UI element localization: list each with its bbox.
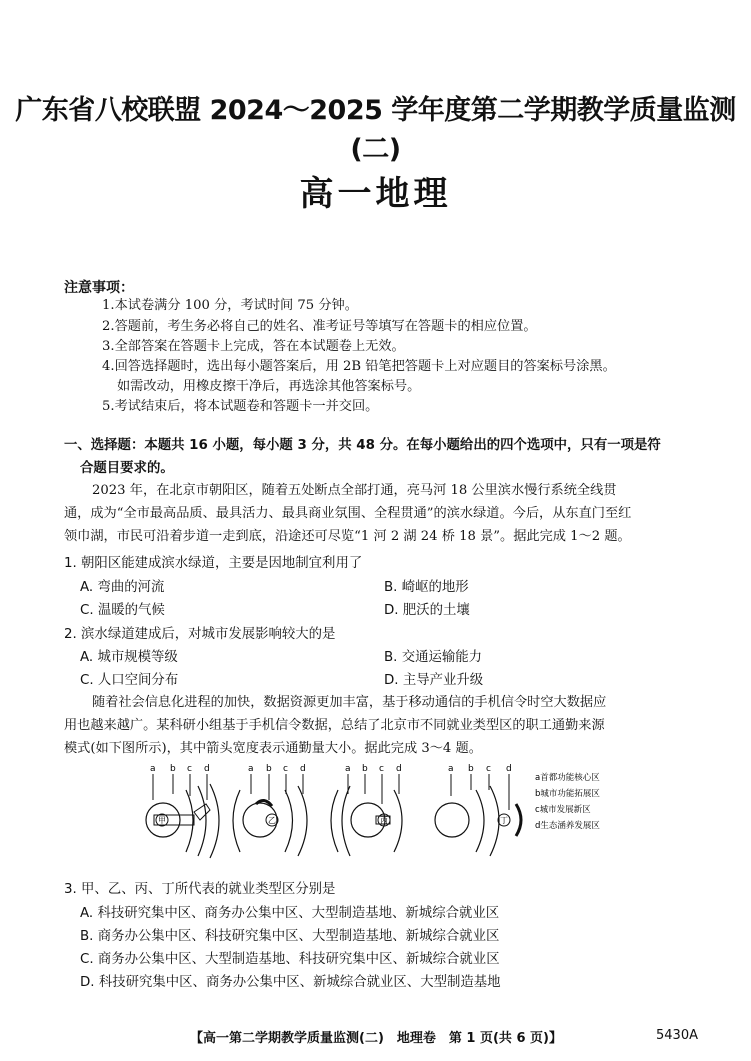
question-2-stem: 2. 滨水绿道建成后，对城市发展影响较大的是: [64, 627, 336, 642]
label-d: d: [300, 764, 306, 774]
page-title: 广东省八校联盟 2024～2025 学年度第二学期教学质量监测(二): [15, 95, 736, 165]
question-3-option-d: D. 科技研究集中区、商务办公集中区、新城综合就业区、大型制造基地: [80, 975, 501, 990]
question-2-option-b: B. 交通运输能力: [384, 650, 483, 665]
panel-label-yi: 乙: [268, 816, 276, 825]
paper-code: 5430A: [656, 1028, 698, 1043]
question-3-option-b: B. 商务办公集中区、科技研究集中区、大型制造基地、新城综合就业区: [80, 929, 500, 944]
question-2-option-c: C. 人口空间分布: [80, 673, 179, 688]
question-1-stem: 1. 朝阳区能建成滨水绿道，主要是因地制宜利用了: [64, 556, 363, 571]
subject-title: 高一地理: [299, 174, 452, 214]
panel-label-bing: 丙: [380, 816, 388, 825]
panel-jia: [146, 764, 219, 858]
panel-ding: [435, 764, 521, 856]
question-1-option-c: C. 温暖的气候: [80, 603, 165, 618]
label-a: a: [345, 764, 351, 774]
legend-item: b城市功能拓展区: [535, 789, 600, 799]
passage-line: 用也越来越广。某科研小组基于手机信令数据，总结了北京市不同就业类型区的职工通勤来源: [64, 718, 605, 733]
label-b: b: [266, 764, 272, 774]
label-a: a: [150, 764, 156, 774]
figure-legend: [535, 772, 600, 831]
label-d: d: [506, 764, 512, 774]
notice-heading: 注意事项：: [64, 280, 134, 296]
panel-bing: [331, 764, 402, 856]
question-2-option-a: A. 城市规模等级: [80, 650, 178, 665]
page-footer: 【高一第二学期教学质量监测(二) 地理卷 第 1 页(共 6 页)】: [190, 1031, 562, 1046]
question-1-option-b: B. 崎岖的地形: [384, 580, 469, 595]
notice-item: 4.回答选择题时，选出每小题答案后，用 2B 铅笔把答题卡上对应题目的答案标号涂黑。: [102, 359, 616, 374]
question-2-option-d: D. 主导产业升级: [384, 673, 484, 688]
question-3-stem: 3. 甲、乙、丙、丁所代表的就业类型区分别是: [64, 882, 336, 897]
label-a: a: [448, 764, 454, 774]
passage-line: 通，成为“全市最高品质、最具活力、最具商业氛围、全程贯通”的滨水绿道。今后，从东直门至红: [64, 506, 632, 521]
label-c: c: [283, 764, 288, 774]
label-d: d: [204, 764, 210, 774]
label-d: d: [396, 764, 402, 774]
question-3-option-a: A. 科技研究集中区、商务办公集中区、大型制造基地、新城综合就业区: [80, 906, 500, 921]
passage-line: 模式(如下图所示)，其中箭头宽度表示通勤量大小。据此完成 3～4 题。: [64, 741, 482, 756]
passage-line: 2023 年，在北京市朝阳区，随着五处断点全部打通，亮马河 18 公里滨水慢行系统全线贯: [92, 483, 617, 498]
notice-item: 1.本试卷满分 100 分，考试时间 75 分钟。: [102, 298, 358, 313]
label-c: c: [379, 764, 384, 774]
legend-item: d生态涵养发展区: [535, 821, 600, 831]
passage-line: 领巾湖，市民可沿着步道一走到底，沿途还可尽览“1 河 2 湖 24 桥 18 景”。据此完成 1～2 题。: [64, 529, 631, 544]
question-1-option-a: A. 弯曲的河流: [80, 580, 165, 595]
question-3-option-c: C. 商务办公集中区、大型制造基地、科技研究集中区、新城综合就业区: [80, 952, 500, 967]
question-1-option-d: D. 肥沃的土壤: [384, 603, 470, 618]
notice-item: 5.考试结束后，将本试题卷和答题卡一并交回。: [102, 399, 379, 414]
legend-item: c城市发展新区: [535, 805, 591, 815]
notice-item: 3.全部答案在答题卡上完成，答在本试题卷上无效。: [102, 339, 405, 354]
commute-pattern-figure: [140, 760, 630, 872]
panel-label-jia: 甲: [158, 816, 166, 825]
section-heading: 一、选择题：本题共 16 小题，每小题 3 分，共 48 分。在每小题给出的四个选项中，只有一项是符: [64, 438, 661, 453]
passage-line: 随着社会信息化进程的加快，数据资源更加丰富，基于移动通信的手机信令时空大数据应: [92, 695, 607, 710]
label-c: c: [187, 764, 192, 774]
section-heading-cont: 合题目要求的。: [80, 461, 174, 476]
panel-yi: [233, 764, 307, 856]
panel-label-ding: 丁: [500, 816, 508, 825]
notice-item: 如需改动，用橡皮擦干净后，再选涂其他答案标号。: [117, 379, 421, 394]
label-b: b: [170, 764, 176, 774]
label-b: b: [468, 764, 474, 774]
legend-item: a首都功能核心区: [535, 773, 600, 783]
notice-item: 2.答题前，考生务必将自己的姓名、准考证号等填写在答题卡的相应位置。: [102, 319, 537, 334]
label-b: b: [362, 764, 368, 774]
label-c: c: [486, 764, 491, 774]
label-a: a: [248, 764, 254, 774]
